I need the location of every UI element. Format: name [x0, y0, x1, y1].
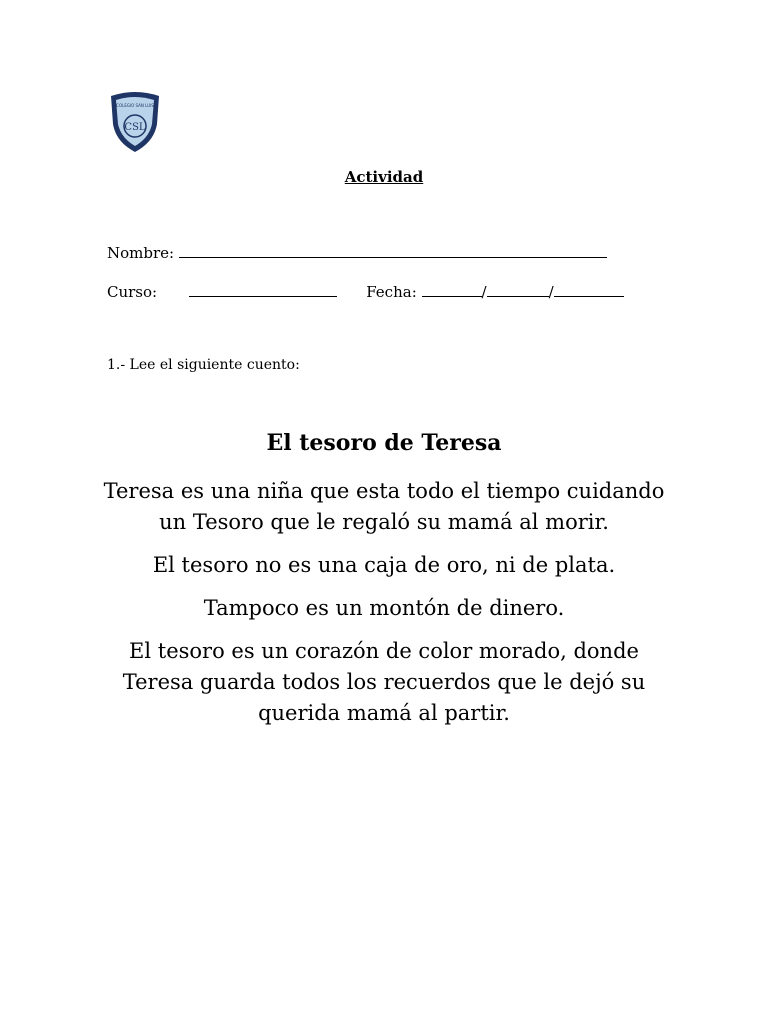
name-blank[interactable]	[179, 243, 607, 258]
svg-text:CSL: CSL	[124, 122, 146, 133]
instruction-text: 1.- Lee el siguiente cuento:	[107, 357, 300, 373]
page-title: Actividad	[344, 168, 424, 186]
course-blank[interactable]	[189, 282, 337, 297]
story-body	[100, 476, 668, 741]
date-separator: /	[481, 283, 487, 301]
date-month-blank[interactable]	[487, 282, 549, 297]
course-date-row	[107, 282, 624, 301]
course-label: Curso:	[107, 283, 158, 301]
name-field-row	[107, 243, 607, 262]
date-label: Fecha:	[366, 283, 417, 301]
school-logo	[108, 90, 162, 154]
story-paragraph: Tampoco es un montón de dinero.	[203, 596, 565, 620]
date-separator: /	[548, 283, 554, 301]
story-paragraph: Teresa es una niña que esta todo el tiempo cuidando un Tesoro que le regaló su mamá al morir.	[103, 479, 665, 534]
story-title: El tesoro de Teresa	[266, 430, 502, 456]
name-label: Nombre:	[107, 244, 175, 262]
date-year-blank[interactable]	[554, 282, 624, 297]
date-day-blank[interactable]	[422, 282, 482, 297]
story-paragraph: El tesoro no es una caja de oro, ni de plata.	[152, 553, 616, 577]
story-paragraph: El tesoro es un corazón de color morado, donde Teresa guarda todos los recuerdos que le dejó su querida mamá al partir.	[122, 639, 646, 725]
svg-text:COLEGIO SAN LUIS: COLEGIO SAN LUIS	[116, 103, 154, 108]
